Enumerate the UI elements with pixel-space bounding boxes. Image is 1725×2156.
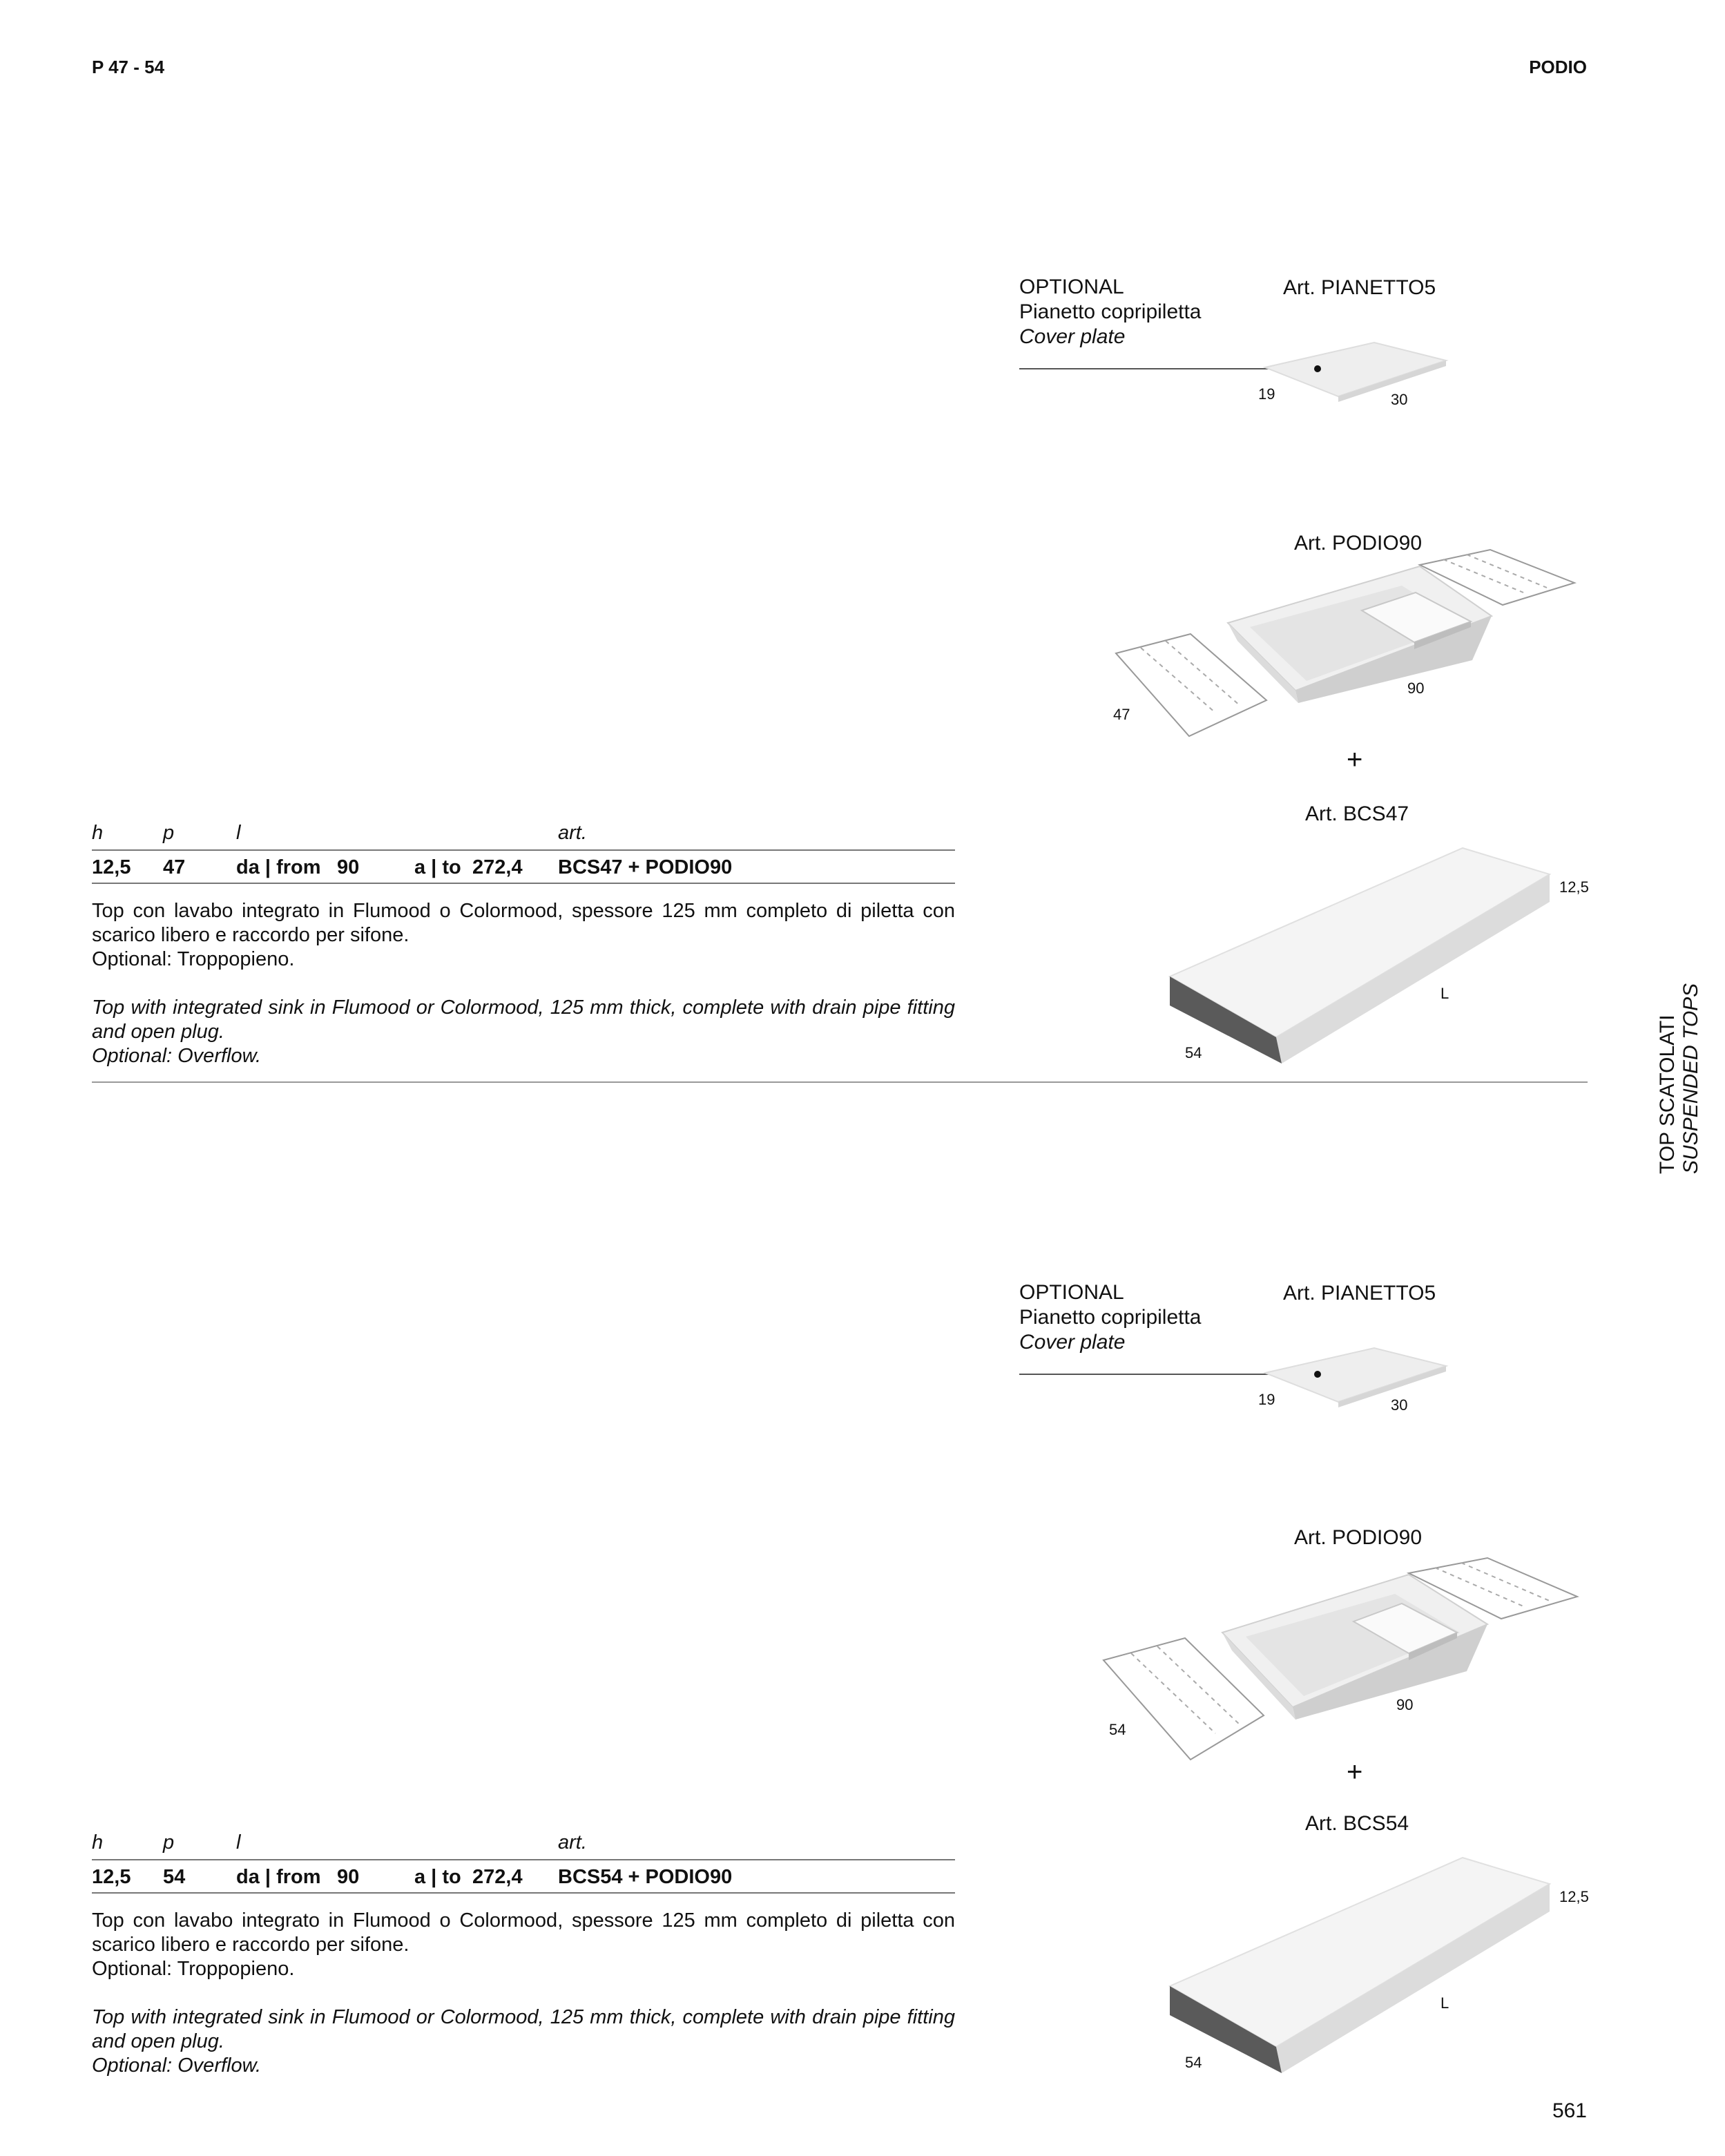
spec-header-row	[0, 1831, 967, 1859]
spec-data-row	[0, 856, 967, 884]
spec-rule-bottom	[92, 1892, 955, 1894]
side-label-en: SUSPENDED TOPS	[1679, 983, 1702, 1174]
spec-header-h: h	[92, 1831, 104, 1854]
top-dim-height: 12,5	[1559, 878, 1589, 896]
spec-p-value: 47	[163, 856, 186, 878]
spec-header-p: p	[163, 822, 175, 844]
spec-header-art: art.	[558, 822, 587, 844]
spec-header-row	[0, 822, 967, 849]
description-it: Top con lavabo integrato in Flumood o Colormood, spessore 125 mm completo di piletta con scarico libero e raccordo per sifone.	[92, 1909, 955, 1956]
top-dim-length: L	[1440, 1994, 1449, 2012]
top-dim-depth: 54	[1185, 2054, 1202, 2071]
spec-to-value: 272,4	[472, 1866, 523, 1888]
description-it-optional: Optional: Troppopieno.	[92, 948, 295, 970]
top-dim-length: L	[1440, 985, 1449, 1002]
top-dim-height: 12,5	[1559, 1888, 1589, 1905]
sink-art-code: Art. PODIO90	[1294, 532, 1423, 555]
plus-sign: +	[1347, 744, 1363, 775]
spec-header-l: l	[236, 822, 241, 844]
spec-to-label: a | to	[414, 856, 461, 878]
spec-from-label: da | from	[236, 856, 321, 878]
spec-data-row	[0, 1866, 967, 1894]
top-art-code: Art. BCS47	[1305, 802, 1409, 825]
description	[92, 1909, 955, 2078]
collection-name: PODIO	[1529, 57, 1587, 77]
spec-p-value: 54	[163, 1866, 186, 1888]
top-dim-depth: 54	[1185, 1044, 1202, 1061]
cover-plate-dim-depth: 19	[1258, 1391, 1275, 1408]
optional-name-en: Cover plate	[1019, 1331, 1126, 1354]
plus-sign: +	[1347, 1757, 1363, 1787]
spec-header-l: l	[236, 1831, 241, 1854]
description-en: Top with integrated sink in Flumood or Colormood, 125 mm thick, complete with drain pipe fitting and open plug.	[92, 997, 955, 1043]
sink-dim-width: 90	[1396, 1696, 1414, 1713]
optional-title: OPTIONAL	[1019, 276, 1124, 298]
spec-to-value: 272,4	[472, 856, 523, 878]
spec-from-value: 90	[337, 1866, 360, 1888]
top-art-code: Art. BCS54	[1305, 1812, 1409, 1835]
description-en: Top with integrated sink in Flumood or Colormood, 125 mm thick, complete with drain pipe fitting and open plug.	[92, 2006, 955, 2052]
sink-dim-width: 90	[1407, 680, 1425, 697]
side-label-it: TOP SCATOLATI	[1656, 1014, 1679, 1174]
page-number: 561	[1552, 2099, 1587, 2122]
spec-from-label: da | from	[236, 1866, 321, 1888]
optional-title: OPTIONAL	[1019, 1281, 1124, 1304]
optional-name-it: Pianetto copripiletta	[1019, 1306, 1202, 1329]
spec-h-value: 12,5	[92, 856, 131, 878]
description-en-optional: Optional: Overflow.	[92, 2054, 261, 2077]
sink-art-code: Art. PODIO90	[1294, 1526, 1423, 1549]
spec-header-p: p	[163, 1831, 175, 1854]
optional-art-code: Art. PIANETTO5	[1283, 276, 1436, 299]
cover-plate-dim-width: 30	[1391, 1396, 1408, 1414]
spec-from-value: 90	[337, 856, 360, 878]
sink-dim-depth: 54	[1109, 1721, 1126, 1738]
spec-rule-top	[92, 849, 955, 851]
sink-dim-depth: 47	[1113, 706, 1130, 723]
optional-art-code: Art. PIANETTO5	[1283, 1282, 1436, 1305]
spec-rule-top	[92, 1859, 955, 1860]
spec-header-h: h	[92, 822, 104, 844]
spec-to-label: a | to	[414, 1866, 461, 1888]
description-en-optional: Optional: Overflow.	[92, 1045, 261, 1067]
product-section-2	[0, 1008, 1725, 2113]
optional-name-en: Cover plate	[1019, 325, 1126, 348]
description-it-optional: Optional: Troppopieno.	[92, 1958, 295, 1980]
spec-h-value: 12,5	[92, 1866, 131, 1888]
page-range: P 47 - 54	[92, 57, 165, 77]
description-it: Top con lavabo integrato in Flumood o Colormood, spessore 125 mm completo di piletta con scarico libero e raccordo per sifone.	[92, 900, 955, 946]
cover-plate-dim-width: 30	[1391, 391, 1408, 408]
spec-art-value: BCS47 + PODIO90	[558, 856, 733, 878]
cover-plate-dim-depth: 19	[1258, 385, 1275, 403]
spec-rule-bottom	[92, 883, 955, 884]
spec-art-value: BCS54 + PODIO90	[558, 1866, 733, 1888]
spec-header-art: art.	[558, 1831, 587, 1854]
optional-name-it: Pianetto copripiletta	[1019, 300, 1202, 323]
